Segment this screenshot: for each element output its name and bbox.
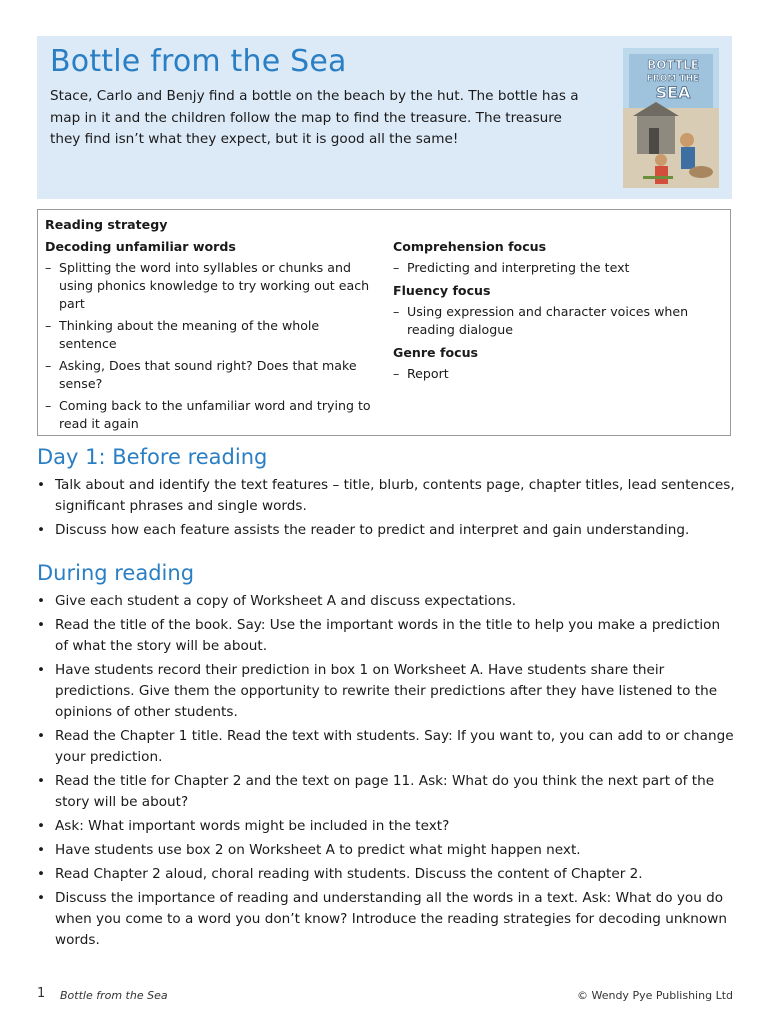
book-blurb: Stace, Carlo and Benjy find a bottle on the beach by the hut. The bottle has a map in it and the children follow the map to find the treasure. The treasure they find isn’t what they expect, but it is good all the same! <box>50 88 579 147</box>
list-item: • Read the Chapter 1 title. Read the text with students. Say: If you want to, you can add to or change your prediction. <box>37 726 737 768</box>
during-reading-heading: During reading <box>37 561 195 585</box>
list-item: • Read Chapter 2 aloud, choral reading with students. Discuss the content of Chapter 2. <box>37 864 737 885</box>
footer-book-title: Bottle from the Sea <box>60 989 168 1002</box>
cover-title-line3: SEA <box>655 83 691 102</box>
list-item: • Discuss the importance of reading and understanding all the words in a text. Ask: What do you do when you come to a word you don’t know? Introduce the reading strategies for decoding unknown words. <box>37 888 737 951</box>
during-reading-list <box>37 591 737 954</box>
comprehension-heading: Comprehension focus <box>393 239 547 254</box>
list-item: • Ask: What important words might be included in the text? <box>37 816 737 837</box>
list-item: – Thinking about the meaning of the whole sentence <box>45 317 380 353</box>
list-item: – Splitting the word into syllables or chunks and using phonics knowledge to try working out each part <box>45 259 380 313</box>
list-item: • Talk about and identify the text features – title, blurb, contents page, chapter titles, lead sentences, significant phrases and single words. <box>37 475 737 517</box>
list-item: • Discuss how each feature assists the reader to predict and interpret and gain understanding. <box>37 520 737 541</box>
book-header <box>37 36 732 199</box>
cover-title-line1: BOTTLE <box>647 58 699 72</box>
reading-strategy-heading: Reading strategy <box>45 217 168 232</box>
list-item: • Read the title for Chapter 2 and the text on page 11. Ask: What do you think the next part of the story will be about? <box>37 771 737 813</box>
strategy-right-column <box>393 237 723 387</box>
list-item: • Have students record their prediction in box 1 on Worksheet A. Have students share their predictions. Give them the opportunity to rewrite their predictions after they have listened to the opinions of other students. <box>37 660 737 723</box>
fluency-list <box>393 303 723 339</box>
list-item: – Coming back to the unfamiliar word and trying to read it again <box>45 397 380 433</box>
reading-strategy-box <box>37 209 731 436</box>
page-number: 1 <box>37 986 46 1001</box>
list-item: – Using expression and character voices when reading dialogue <box>393 303 723 339</box>
genre-list <box>393 365 723 383</box>
decoding-heading: Decoding unfamiliar words <box>45 239 236 254</box>
decoding-list <box>45 259 380 433</box>
page-footer <box>37 986 733 1006</box>
cover-title-line2: FROM THE <box>646 74 700 84</box>
list-item: – Report <box>393 365 723 383</box>
genre-heading: Genre focus <box>393 345 479 360</box>
strategy-left-column <box>45 215 380 437</box>
list-item: • Read the title of the book. Say: Use the important words in the title to help you make a prediction of what the story will be about. <box>37 615 737 657</box>
copyright-notice: © Wendy Pye Publishing Ltd <box>576 989 733 1002</box>
list-item: • Give each student a copy of Worksheet A and discuss expectations. <box>37 591 737 612</box>
list-item: • Have students use box 2 on Worksheet A to predict what might happen next. <box>37 840 737 861</box>
day1-heading: Day 1: Before reading <box>37 445 268 469</box>
book-cover-image <box>623 48 719 188</box>
list-item: – Predicting and interpreting the text <box>393 259 723 277</box>
fluency-heading: Fluency focus <box>393 283 491 298</box>
day1-list <box>37 475 737 544</box>
book-title: Bottle from the Sea <box>50 44 347 79</box>
list-item: – Asking, Does that sound right? Does that make sense? <box>45 357 380 393</box>
comprehension-list <box>393 259 723 277</box>
